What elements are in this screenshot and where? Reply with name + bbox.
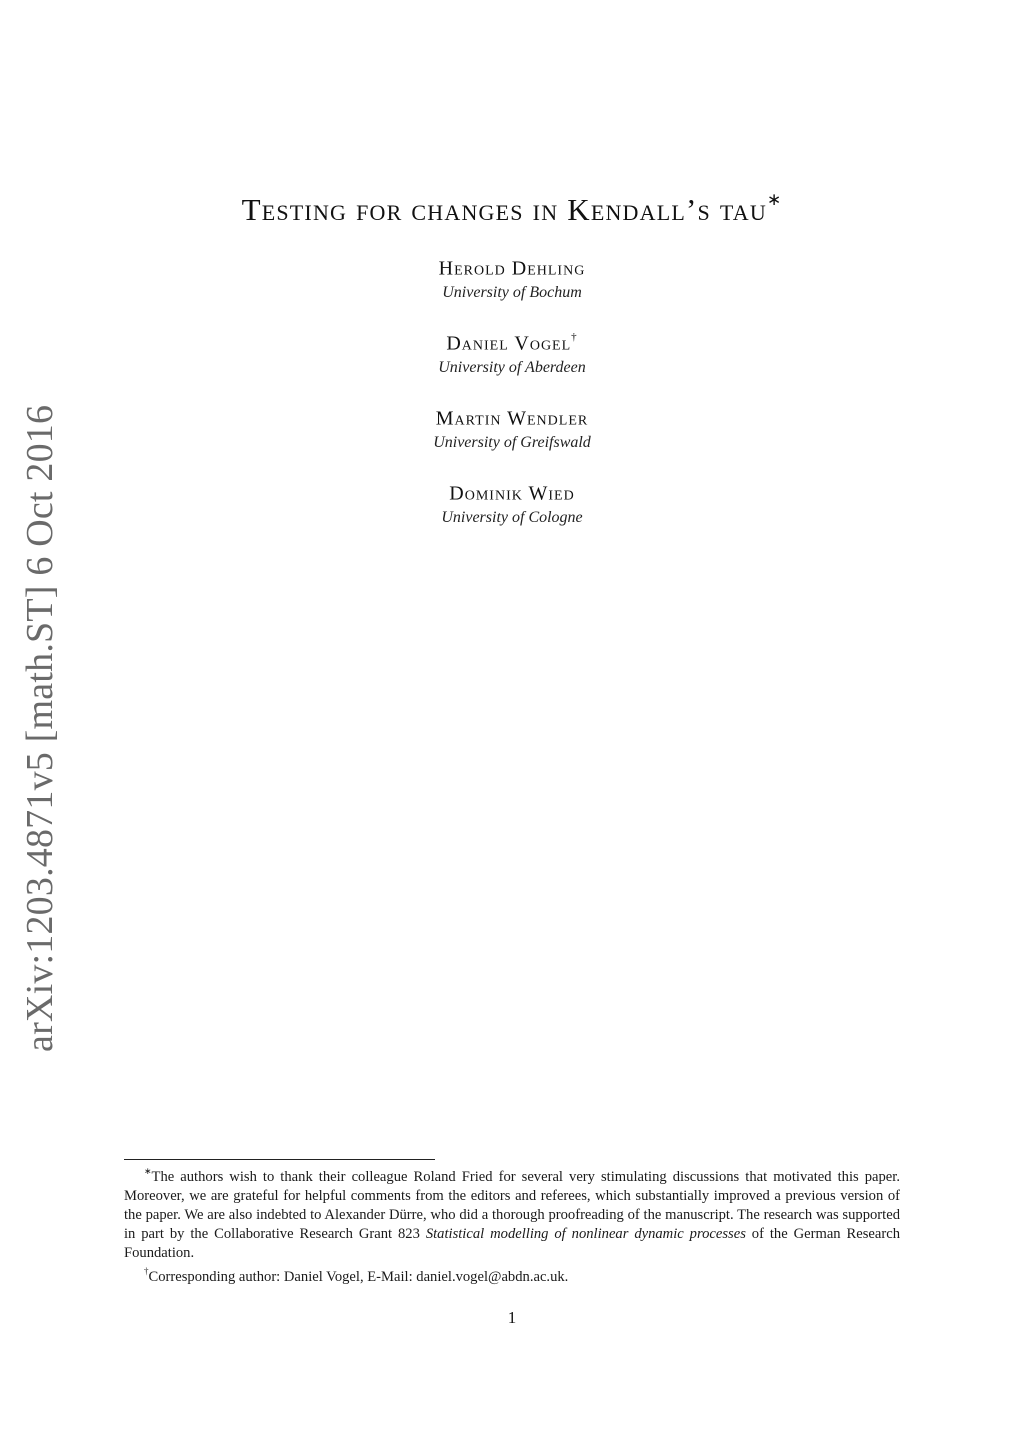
author-affiliation: University of Cologne: [441, 508, 583, 526]
author-block: [0, 477, 1024, 552]
author-block: [0, 252, 1024, 327]
author-name-text: Daniel Vogel: [446, 332, 572, 355]
page-number: 1: [507, 1308, 517, 1327]
author-name: [0, 477, 1024, 506]
paper-title: [0, 189, 1024, 228]
author-name: [0, 252, 1024, 281]
author-block: [0, 327, 1024, 402]
author-list: [0, 252, 1024, 552]
title-footnote-mark: ∗: [766, 189, 783, 209]
author-affiliation: University of Aberdeen: [438, 358, 586, 376]
author-affiliation: University of Greifswald: [433, 433, 591, 451]
author-affiliation: University of Bochum: [442, 283, 582, 301]
corresponding-author-text: Corresponding author: Daniel Vogel, E-Mail: daniel.vogel@abdn.ac.uk.: [148, 1268, 569, 1285]
footnotes: [124, 1163, 900, 1287]
acknowledgement-text: The authors wish to thank their colleague Roland Fried for several very stimulating discussions that motivated this paper. Moreover, we are grateful for helpful comments from the editors and referees, which substantially improved a previous version of the paper. We are also indebted to Alexander Dürre, who did a thorough proofreading of the manuscript. The research was supported in part by the Collaborative Research Grant 823: [124, 1168, 900, 1242]
author-footnote-mark: †: [571, 331, 578, 343]
author-name-text: Herold Dehling: [438, 257, 586, 280]
arxiv-identifier-stamp: arXiv:1203.4871v5 [math.ST] 6 Oct 2016: [19, 404, 61, 1052]
corresponding-author-footnote: [124, 1263, 900, 1287]
author-block: [0, 402, 1024, 477]
acknowledgement-text-end: of the German Research Foundation.: [124, 1225, 900, 1261]
footnote-mark: ∗: [144, 1166, 152, 1176]
grant-title: Statistical modelling of nonlinear dynamic processes: [425, 1225, 746, 1242]
paper-title-text: Testing for changes in Kendall’s tau: [241, 192, 767, 227]
footnote-mark: †: [144, 1265, 149, 1276]
author-name-text: Dominik Wied: [449, 482, 575, 505]
author-name-text: Martin Wendler: [435, 407, 589, 430]
acknowledgement-footnote: [124, 1163, 900, 1263]
author-name: [0, 327, 1024, 356]
footnote-divider: [124, 1159, 435, 1160]
author-name: [0, 402, 1024, 431]
